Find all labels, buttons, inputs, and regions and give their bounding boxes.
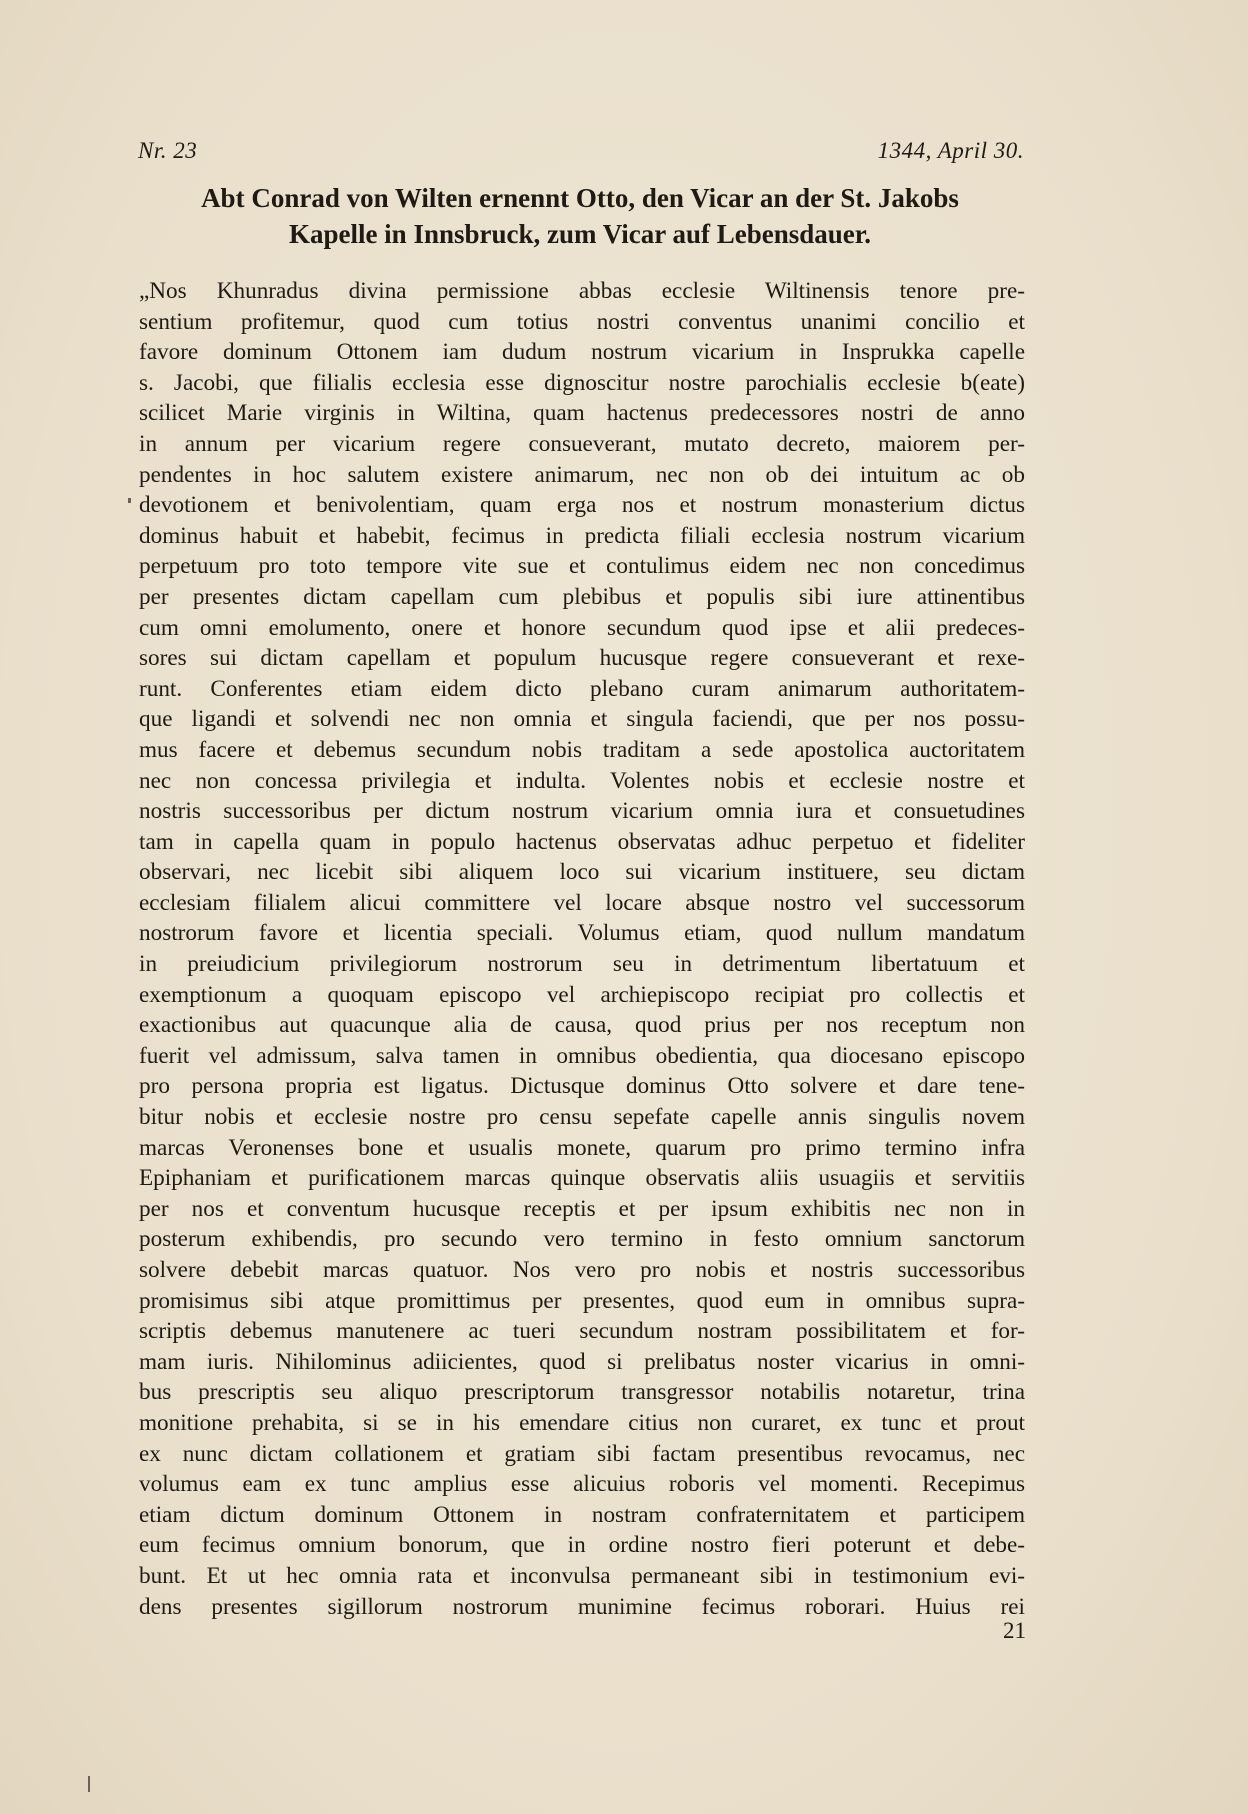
body-line: promisimus sibi atque promittimus per presentes, quod eum in omnibus supra- bbox=[139, 1287, 1025, 1314]
body-line: „Nos Khunradus divina permissione abbas ecclesie Wiltinensis tenore pre- bbox=[139, 278, 1025, 304]
body-line: observari, nec licebit sibi aliquem loco sui vicarium instituere, seu dictam bbox=[139, 859, 1025, 886]
body-line: ex nunc dictam collationem et gratiam sibi factam presentibus revocamus, nec bbox=[139, 1440, 1025, 1467]
body-line: solvere debebit marcas quatuor. Nos vero pro nobis et nostris successoribus bbox=[139, 1257, 1025, 1283]
document-title bbox=[120, 180, 1040, 252]
title-line: Kapelle in Innsbruck, zum Vicar auf Lebensdauer. bbox=[288, 219, 872, 249]
page-header bbox=[138, 138, 1024, 164]
document-body bbox=[139, 276, 1025, 1622]
body-line: perpetuum pro toto tempore vite sue et contulimus eidem nec non concedimus bbox=[139, 553, 1025, 580]
body-line: scilicet Marie virginis in Wiltina, quam hactenus predecessores nostri de anno bbox=[139, 400, 1025, 427]
page-number: 21 bbox=[1003, 1618, 1026, 1643]
body-line: pendentes in hoc salutem existere animarum, nec non ob dei intuitum ac ob bbox=[139, 461, 1025, 488]
body-line: que ligandi et solvendi nec non omnia et singula faciendi, que per nos possu- bbox=[139, 706, 1025, 733]
body-line: mam iuris. Nihilominus adiicientes, quod si prelibatus noster vicarius in omni- bbox=[139, 1348, 1025, 1375]
document-number: Nr. 23 bbox=[138, 138, 198, 163]
body-line: tam in capella quam in populo hactenus observatas adhuc perpetuo et fideliter bbox=[139, 828, 1025, 855]
body-line: fuerit vel admissum, salva tamen in omnibus obedientia, qua diocesano episcopo bbox=[139, 1042, 1025, 1069]
body-line: pro persona propria est ligatus. Dictusque dominus Otto solvere et dare tene- bbox=[139, 1073, 1025, 1100]
body-line: dominus habuit et habebit, fecimus in predicta filiali ecclesia nostrum vicarium bbox=[139, 522, 1025, 549]
body-line: etiam dictum dominum Ottonem in nostram confraternitatem et participem bbox=[139, 1501, 1025, 1528]
body-line: exemptionum a quoquam episcopo vel archiepiscopo recipiat pro collectis et bbox=[139, 981, 1025, 1008]
title-line: Abt Conrad von Wilten ernennt Otto, den Vicar an der St. Jakobs bbox=[201, 183, 959, 213]
body-line: marcas Veronenses bone et usualis monete, quarum pro primo termino infra bbox=[139, 1134, 1025, 1161]
body-line: monitione prehabita, si se in his emendare citius non curaret, ex tunc et prout bbox=[139, 1409, 1025, 1436]
body-line: nostrorum favore et licentia speciali. Volumus etiam, quod nullum mandatum bbox=[139, 920, 1025, 947]
body-line: bitur nobis et ecclesie nostre pro censu sepefate capelle annis singulis novem bbox=[139, 1104, 1025, 1131]
body-line: nostris successoribus per dictum nostrum vicarium omnia iura et consuetudines bbox=[139, 798, 1025, 825]
body-line: eum fecimus omnium bonorum, que in ordine nostro fieri poterunt et debe- bbox=[139, 1532, 1025, 1559]
body-line: in preiudicium privilegiorum nostrorum seu in detrimentum libertatuum et bbox=[139, 951, 1025, 978]
body-line: ecclesiam filialem alicui committere vel locare absque nostro vel successorum bbox=[139, 889, 1025, 916]
body-line: volumus eam ex tunc amplius esse alicuius roboris vel momenti. Recepimus bbox=[139, 1471, 1025, 1498]
body-line: s. Jacobi, que filialis ecclesia esse dignoscitur nostre parochialis ecclesie b(eate) bbox=[139, 369, 1025, 396]
body-line: devotionem et benivolentiam, quam erga nos et nostrum monasterium dictus bbox=[139, 492, 1025, 519]
margin-mark bbox=[88, 1776, 90, 1792]
body-line: nec non concessa privilegia et indulta. Volentes nobis et ecclesie nostre et bbox=[139, 767, 1025, 794]
body-line: exactionibus aut quacunque alia de causa, quod prius per nos receptum non bbox=[139, 1012, 1025, 1039]
body-line: in annum per vicarium regere consueverant, mutato decreto, maiorem per- bbox=[139, 430, 1025, 457]
body-line: cum omni emolumento, onere et honore secundum quod ipse et alii predeces- bbox=[139, 614, 1025, 641]
body-line: posterum exhibendis, pro secundo vero termino in festo omnium sanctorum bbox=[139, 1226, 1025, 1253]
body-line: per presentes dictam capellam cum plebibus et populis sibi iure attinentibus bbox=[139, 583, 1025, 610]
body-line: Epiphaniam et purificationem marcas quinque observatis aliis usuagiis et servitiis bbox=[139, 1165, 1025, 1192]
margin-mark bbox=[128, 498, 131, 503]
body-line: favore dominum Ottonem iam dudum nostrum vicarium in Insprukka capelle bbox=[139, 339, 1025, 366]
body-line: scriptis debemus manutenere ac tueri secundum nostram possibilitatem et for- bbox=[139, 1318, 1025, 1345]
body-line: sentium profitemur, quod cum totius nostri conventus unanimi concilio et bbox=[139, 308, 1025, 335]
body-line: bus prescriptis seu aliquo prescriptorum transgressor notabilis notaretur, trina bbox=[139, 1379, 1025, 1406]
body-line: per nos et conventum hucusque receptis et per ipsum exhibitis nec non in bbox=[139, 1195, 1025, 1222]
body-line: runt. Conferentes etiam eidem dicto plebano curam animarum authoritatem- bbox=[139, 675, 1025, 702]
body-line: sores sui dictam capellam et populum hucusque regere consueverant et rexe- bbox=[139, 645, 1025, 672]
body-line: dens presentes sigillorum nostrorum munimine fecimus roborari. Huius rei bbox=[139, 1593, 1025, 1620]
body-line: bunt. Et ut hec omnia rata et inconvulsa permaneant sibi in testimonium evi- bbox=[139, 1562, 1025, 1589]
body-line: mus facere et debemus secundum nobis traditam a sede apostolica auctoritatem bbox=[139, 736, 1025, 763]
document-date: 1344, April 30. bbox=[877, 138, 1024, 163]
